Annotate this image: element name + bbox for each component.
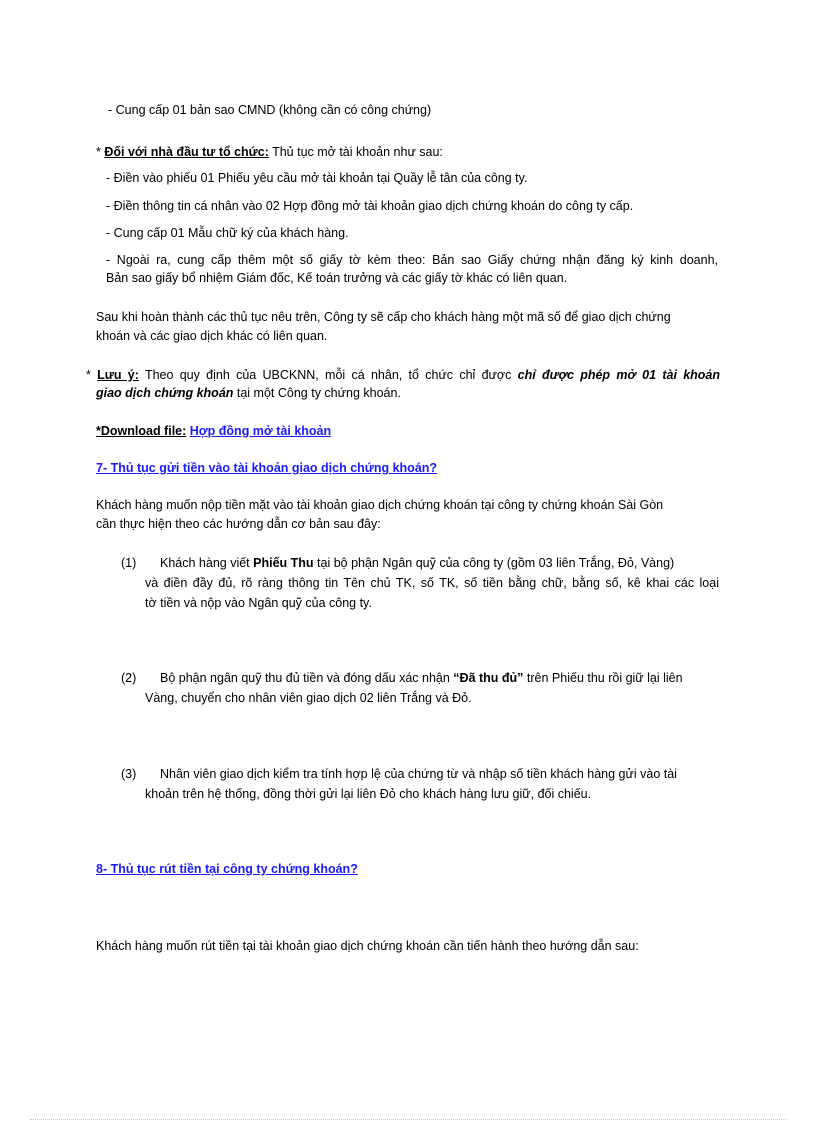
item-3-number: (3) [121, 767, 137, 781]
item-2-line-2: Vàng, chuyển cho nhân viên giao dịch 02 liên Trắng và Đỏ. [145, 691, 472, 705]
item-1-number: (1) [121, 556, 137, 570]
organization-step-1: - Điền vào phiếu 01 Phiếu yêu cầu mở tài khoản tại Quầy lễ tân của công ty. [106, 171, 528, 185]
item-2-bold: “Đã thu đủ” [453, 671, 524, 685]
item-1-text: Khách hàng viết [160, 556, 254, 570]
item-1-line-1 [160, 554, 674, 572]
item-1-line-2: và điền đầy đủ, rõ ràng thông tin Tên chủ TK, số TK, số tiền bằng chữ, bằng số, kê khai các loại [145, 576, 719, 590]
organization-heading-line [96, 143, 443, 161]
note-text: Theo quy định của UBCKNN, mỗi cá nhân, tổ chức chỉ được [138, 368, 518, 382]
download-contract-link[interactable]: Hợp đồng mở tài khoản [189, 424, 332, 438]
item-2-number: (2) [121, 671, 137, 685]
organization-heading-rest: Thủ tục mở tài khoản như sau: [268, 145, 443, 159]
section-8-title[interactable] [96, 860, 358, 878]
note-line-1 [86, 366, 720, 384]
organization-step-3: - Cung cấp 01 Mẫu chữ ký của khách hàng. [106, 226, 349, 240]
item-1-bold: Phiếu Thu [253, 556, 314, 570]
after-paragraph-line-2: khoán và các giao dịch khác có liên quan. [96, 329, 328, 343]
download-label: *Download file: [96, 424, 187, 438]
organization-step-4: - Ngoài ra, cung cấp thêm một số giấy tờ kèm theo: Bản sao Giấy chứng nhận đăng ký kinh doanh, [106, 253, 718, 267]
organization-star: * [96, 145, 105, 159]
download-line [96, 422, 331, 440]
organization-heading: Đối với nhà đầu tư tổ chức: [104, 145, 269, 159]
after-paragraph-line-1: Sau khi hoàn thành các thủ tục nêu trên, Công ty sẽ cấp cho khách hàng một mã số để giao dịch chứng [96, 310, 671, 324]
section-7-intro-line-1: Khách hàng muốn nộp tiền mặt vào tài khoản giao dịch chứng khoán tại công ty chứng khoán Sài Gòn [96, 498, 664, 512]
note-star: * [86, 368, 98, 382]
item-1-line-3: tờ tiền và nộp vào Ngân quỹ của công ty. [145, 596, 372, 610]
item-2-line-1 [160, 669, 683, 687]
item-3-line-1: Nhân viên giao dịch kiểm tra tính hợp lệ của chứng từ và nhập số tiền khách hàng gửi vào tài [160, 767, 677, 781]
organization-step-2: - Điền thông tin cá nhân vào 02 Hợp đồng mở tài khoản giao dịch chứng khoán do công ty cấp. [106, 199, 634, 213]
note-line-2 [96, 384, 401, 402]
section-7-title-link[interactable]: 7- Thủ tục gửi tiền vào tài khoản giao dịch chứng khoán? [96, 461, 438, 475]
item-2-text-post: trên Phiếu thu rồi giữ lại liên [523, 671, 683, 685]
note-text-2: tại một Công ty chứng khoán. [233, 386, 401, 400]
individual-cmnd-step: - Cung cấp 01 bản sao CMND (không cần có công chứng) [108, 103, 432, 117]
note-emphasis: chỉ được phép mở 01 tài khoản [517, 368, 721, 382]
section-8-intro: Khách hàng muốn rút tiền tại tài khoản giao dịch chứng khoán cần tiến hành theo hướng dẫn sau: [96, 939, 639, 953]
note-label: Lưu ý: [97, 368, 139, 382]
section-7-title[interactable] [96, 459, 437, 477]
page-bottom-divider [30, 1119, 786, 1120]
organization-step-4-cont: Bản sao giấy bổ nhiệm Giám đốc, Kế toán trưởng và các giấy tờ khác có liên quan. [106, 271, 568, 285]
item-3-line-2: khoản trên hệ thống, đồng thời gửi lại liên Đỏ cho khách hàng lưu giữ, đối chiếu. [145, 787, 592, 801]
section-8-title-link[interactable]: 8- Thủ tục rút tiền tại công ty chứng khoán? [96, 862, 358, 876]
section-7-intro-line-2: cần thực hiện theo các hướng dẫn cơ bản sau đây: [96, 517, 381, 531]
item-1-text-post: tại bộ phận Ngân quỹ của công ty (gồm 03 liên Trắng, Đỏ, Vàng) [313, 556, 675, 570]
note-emphasis-2: giao dịch chứng khoán [96, 386, 234, 400]
item-2-text: Bộ phận ngân quỹ thu đủ tiền và đóng dấu xác nhận [160, 671, 454, 685]
